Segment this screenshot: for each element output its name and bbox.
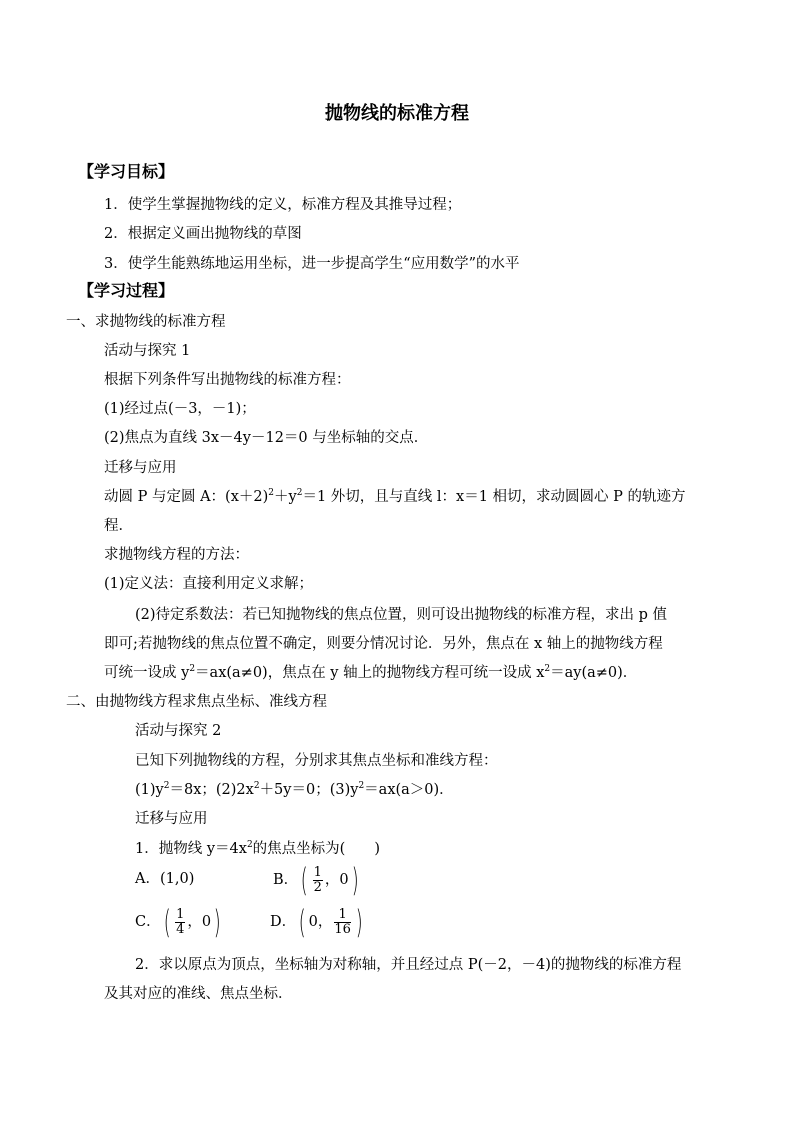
transfer-label-2: 迁移与应用 [135,811,208,827]
fraction: $\frac{1}{4}$ [176,906,185,937]
option-d: D． ( 0， $\frac{1}{16}$ ) [270,903,363,941]
option-a: A．(1,0) [135,871,195,887]
method-1: (1)定义法：直接利用定义求解； [104,576,314,592]
activity-2-label: 活动与探究 2 [135,723,222,739]
question-1: 1．抛物线 $y=4x^2$的焦点坐标为( ) [135,840,380,857]
method-2-line-1: (2)待定系数法：若已知抛物线的焦点位置，则可设出抛物线的标准方程，求出 p 值 [135,607,668,623]
condition-1: (1)经过点(－3，－1)； [104,401,256,417]
circle-problem-line-1: 动圆 P 与定圆 A：$(x+2)^2+y^2=1$ 外切，且与直线 l：x＝1 相切，求动圆圆心 P 的轨迹方 [104,488,686,505]
page-title: 抛物线的标准方程 [325,103,469,124]
question-2-line-1: 2．求以原点为顶点，坐标轴为对称轴，并且经过点 P(－2，－4)的抛物线的标准方程 [135,957,682,973]
method-2-line-2: 即可;若抛物线的焦点位置不确定，则要分情况讨论．另外，焦点在 x 轴上的抛物线方程 [104,636,663,652]
circle-problem-line-2: 程． [104,518,133,534]
section2-title: 二、由抛物线方程求焦点坐标、准线方程 [66,694,327,710]
activity-1-prompt: 根据下列条件写出抛物线的标准方程： [104,372,351,388]
goal-item-2: 2．根据定义画出抛物线的草图 [104,226,302,242]
activity-1-label: 活动与探究 1 [104,343,191,359]
condition-2: (2)焦点为直线 3x－4y－12＝0 与坐标轴的交点． [104,430,429,446]
goals-heading: 【学习目标】 [78,162,175,181]
option-b: B． ( $\frac{1}{2}$ ，0 ) [273,861,359,899]
methods-title: 求抛物线方程的方法： [104,547,249,563]
activity-2-prompt: 已知下列抛物线的方程，分别求其焦点坐标和准线方程： [135,753,498,769]
section1-title: 一、求抛物线的标准方程 [66,314,226,330]
method-2-line-3: 可统一设成 $y^2=ax(a\ne 0)$，焦点在 y 轴上的抛物线方程可统一设成 $x^2=ay(a\ne 0)$． [104,664,638,681]
process-heading: 【学习过程】 [78,281,175,300]
equations-list: $(1)y^2=8x$；$(2)2x^2+5y=0$；$(3)y^2=ax(a>0)$． [135,781,454,798]
fraction: $\frac{1}{16}$ [334,906,351,937]
transfer-label-1: 迁移与应用 [104,460,177,476]
goal-item-1: 1．使学生掌握抛物线的定义，标准方程及其推导过程； [104,197,462,213]
option-c: C． ( $\frac{1}{4}$ ，0 ) [135,903,221,941]
question-2-line-2: 及其对应的准线、焦点坐标． [104,986,293,1002]
goal-item-3: 3．使学生能熟练地运用坐标，进一步提高学生“应用数学”的水平 [104,256,520,272]
fraction: $\frac{1}{2}$ [313,864,322,895]
